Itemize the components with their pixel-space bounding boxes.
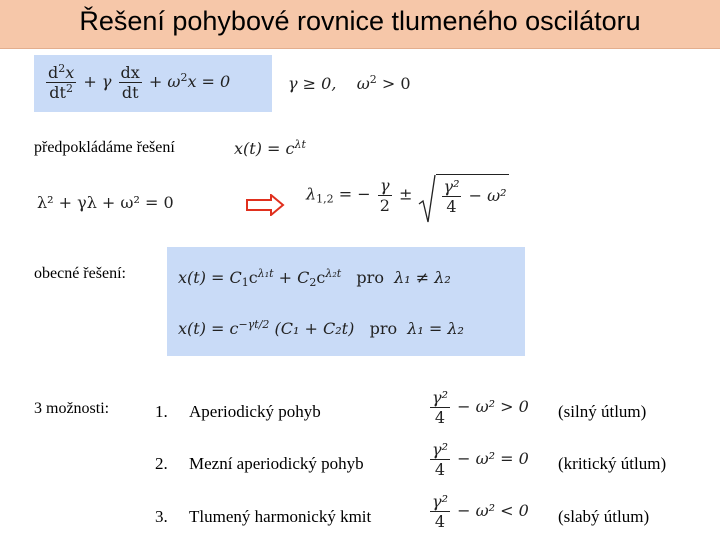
item-number: 2. (155, 454, 168, 473)
general-solution-distinct: $x(t) = C_1c^{\lambda_1t} + C_2c^{\lambda_2t}$ pro λ₁ ≠ λ₂ (178, 267, 451, 289)
general-solution-box (167, 247, 525, 356)
roots-formula: $\lambda_{1,2}$ = − $\frac{\gamma}{2}$ ± $\frac{\text{γ²}}{4}$ − ω² (306, 174, 509, 216)
assumed-solution: $x(t) = c^{\lambda t}$ (234, 138, 306, 158)
item-relation: $\frac{\text{γ²}}{4}$ − ω² < 0 (432, 492, 529, 531)
conditions: γ ≥ 0, $\omega^2 > 0$ (288, 73, 411, 93)
item-text: Aperiodický pohyb (189, 402, 321, 421)
characteristic-equation: λ² + γλ + ω² = 0 (37, 193, 174, 212)
general-label: obecné řešení: (34, 265, 126, 282)
item-note: (silný útlum) (558, 402, 647, 421)
item-number: 3. (155, 507, 168, 526)
item-note: (slabý útlum) (558, 507, 650, 526)
item-relation: $\frac{\text{γ²}}{4}$ − ω² > 0 (432, 388, 529, 427)
item-text: Tlumený harmonický kmit (189, 507, 372, 526)
possibilities-label: 3 možnosti: (34, 400, 110, 417)
slide-title: Řešení pohybové rovnice tlumeného oscilátoru (79, 6, 641, 36)
sqrt-symbol: $\frac{\text{γ²}}{4}$ − ω² (418, 174, 509, 216)
equation-of-motion: $\frac{d^2x}{dt^2}$ + γ $\frac{dx}{dt}$ + $\omega^2x = 0$ (48, 62, 231, 102)
item-text: Mezní aperiodický pohyb (189, 454, 364, 473)
item-note: (kritický útlum) (558, 454, 667, 473)
assume-label: předpokládáme řešení (34, 139, 175, 156)
item-number: 1. (155, 402, 168, 421)
item-relation: $\frac{\text{γ²}}{4}$ − ω² = 0 (432, 440, 529, 479)
implies-arrow-icon (245, 194, 285, 221)
general-solution-equal: $x(t) = c^{-\gamma t/2}$ (C₁ + C₂t) pro λ₁ = λ₂ (178, 318, 464, 338)
